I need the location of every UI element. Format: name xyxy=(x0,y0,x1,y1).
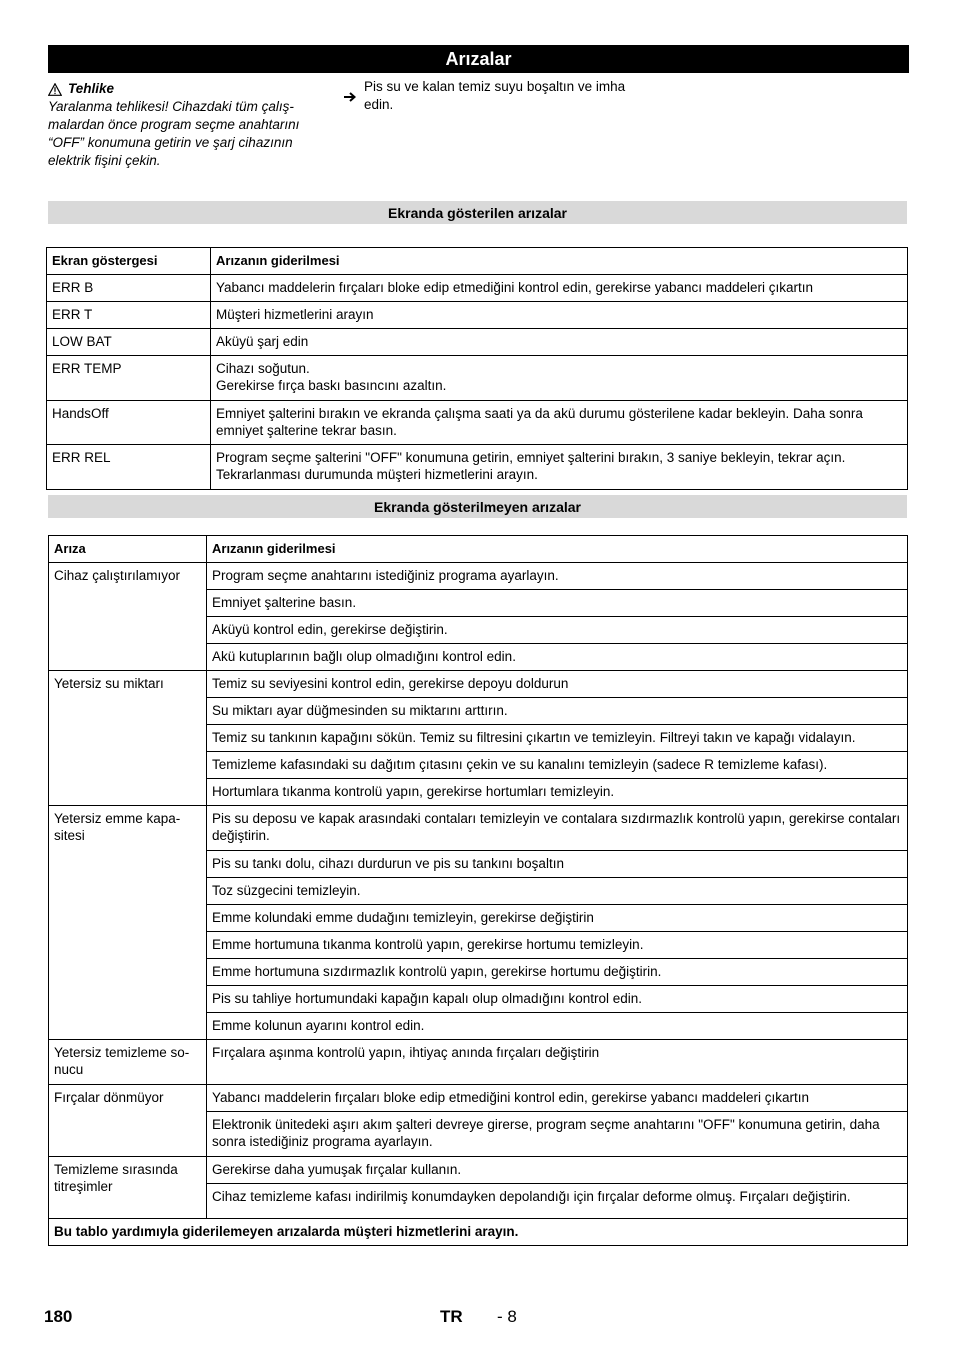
fault-name: Temizleme sırasında titreşimler xyxy=(49,1157,207,1219)
column-header-remedy: Arızanın giderilmesi xyxy=(211,248,908,275)
fault-remedy: Emniyet şalterini bırakın ve ekranda çalışma saati ya da akü durumu gösterilene kadar bekleyin. Daha sonra emniyet şalterine tekrar basın. xyxy=(211,401,908,445)
table-header-row xyxy=(47,248,908,275)
table-row xyxy=(47,302,908,329)
language-code: TR xyxy=(440,1307,463,1326)
fault-code: ERR T xyxy=(47,302,211,329)
danger-text: Yaralanma tehlikesi! Cihazdaki tüm çalış-malardan önce program seçme anahtarını “OFF” konumuna getirin ve şarj cihazının elektrik fişini çekin. xyxy=(48,99,300,168)
fault-remedy: Fırçalara aşınma kontrolü yapın, ihtiyaç anında fırçaları değiştirin xyxy=(207,1040,908,1085)
page-title: Arızalar xyxy=(48,45,909,73)
fault-remedy: Aküyü kontrol edin, gerekirse değiştirin. xyxy=(207,617,908,644)
fault-remedy: Akü kutuplarının bağlı olup olmadığını kontrol edin. xyxy=(207,644,908,671)
table-row xyxy=(47,445,908,490)
fault-remedy: Emme hortumuna tıkanma kontrolü yapın, gerekirse hortumu temizleyin. xyxy=(207,932,908,959)
arrow-right-icon xyxy=(343,80,357,114)
fault-remedy: Müşteri hizmetlerini arayın xyxy=(211,302,908,329)
instruction-text: Pis su ve kalan temiz suyu boşaltın ve imha edin. xyxy=(364,79,626,112)
fault-remedy: Elektronik ünitedeki aşırı akım şalteri devreye girerse, program seçme anahtarını "OFF" konumuna getirin, daha sonra istediğiniz programa ayarlayın. xyxy=(207,1112,908,1157)
table-row xyxy=(47,356,908,401)
fault-code: LOW BAT xyxy=(47,329,211,356)
column-header-display: Ekran göstergesi xyxy=(47,248,211,275)
displayed-faults-table xyxy=(46,247,908,490)
danger-heading xyxy=(48,80,323,98)
column-header-fault: Arıza xyxy=(49,536,207,563)
fault-remedy: Temiz su tankının kapağını sökün. Temiz su filtresini çıkartın ve temizleyin. Filtreyi takın ve kapağı vidalayın. xyxy=(207,725,908,752)
fault-name: Fırçalar dönmüyor xyxy=(49,1085,207,1157)
instruction-step xyxy=(343,78,633,114)
fault-remedy: Yabancı maddelerin fırçaları bloke edip etmediğini kontrol edin, gerekirse yabancı maddeleri çıkartın xyxy=(207,1085,908,1112)
fault-remedy: Gerekirse daha yumuşak fırçalar kullanın. xyxy=(207,1157,908,1184)
fault-remedy: Emme hortumuna sızdırmazlık kontrolü yapın, gerekirse hortumu değiştirin. xyxy=(207,959,908,986)
remedy-line: Gerekirse fırça baskı basıncını azaltın. xyxy=(216,378,447,393)
table-row xyxy=(49,1085,908,1112)
table-row xyxy=(49,671,908,698)
fault-remedy: Temiz su seviyesini kontrol edin, gerekirse depoyu doldurun xyxy=(207,671,908,698)
table-row xyxy=(47,401,908,445)
fault-remedy: Hortumlara tıkanma kontrolü yapın, gerekirse hortumları temizleyin. xyxy=(207,779,908,806)
fault-remedy xyxy=(211,356,908,401)
table-footer-row xyxy=(49,1219,908,1246)
fault-remedy: Emme kolundaki emme dudağını temizleyin, gerekirse değiştirin xyxy=(207,905,908,932)
fault-remedy: Pis su tankı dolu, cihazı durdurun ve pis su tankını boşaltın xyxy=(207,851,908,878)
remedy-line: Program seçme şalterini "OFF" konumuna getirin, emniyet şalterini bırakın, 3 saniye bekleyin, tekrar açın. xyxy=(216,450,846,465)
table-header-row xyxy=(49,536,908,563)
table-row xyxy=(47,329,908,356)
column-header-remedy: Arızanın giderilmesi xyxy=(207,536,908,563)
fault-remedy: Temizleme kafasındaki su dağıtım çıtasını çekin ve su kanalını temizleyin (sadece R temizleme kafası). xyxy=(207,752,908,779)
table-row xyxy=(49,563,908,590)
fault-code: ERR B xyxy=(47,275,211,302)
danger-note xyxy=(48,80,323,170)
table-row xyxy=(47,275,908,302)
fault-remedy: Toz süzgecini temizleyin. xyxy=(207,878,908,905)
remedy-line: Cihazı soğutun. xyxy=(216,361,310,376)
undisplayed-faults-table xyxy=(48,535,908,1246)
page-number: 180 xyxy=(44,1307,73,1326)
fault-remedy: Cihaz temizleme kafası indirilmiş konumdayken depolandığı için fırçalar deforme olmuş. Fırçaları değiştirin. xyxy=(207,1184,908,1219)
fault-name: Yetersiz su miktarı xyxy=(49,671,207,806)
table-row xyxy=(49,806,908,851)
fault-remedy: Yabancı maddelerin fırçaları bloke edip etmediğini kontrol edin, gerekirse yabancı maddeleri çıkartın xyxy=(211,275,908,302)
fault-remedy: Emniyet şalterine basın. xyxy=(207,590,908,617)
table-footer-note: Bu tablo yardımıyla giderilemeyen arızalarda müşteri hizmetlerini arayın. xyxy=(49,1219,908,1246)
fault-code: ERR TEMP xyxy=(47,356,211,401)
sub-page-number: - 8 xyxy=(497,1307,517,1326)
remedy-line: Tekrarlanması durumunda müşteri hizmetlerini arayın. xyxy=(216,467,538,482)
table-row xyxy=(49,1040,908,1085)
danger-heading-text: Tehlike xyxy=(68,81,115,96)
fault-name: Yetersiz temizleme so-nucu xyxy=(49,1040,207,1085)
fault-remedy xyxy=(211,445,908,490)
warning-icon xyxy=(48,83,62,96)
fault-remedy: Su miktarı ayar düğmesinden su miktarını arttırın. xyxy=(207,698,908,725)
section-title-undisplayed-faults: Ekranda gösterilmeyen arızalar xyxy=(48,495,907,518)
fault-code: HandsOff xyxy=(47,401,211,445)
table-row xyxy=(49,1157,908,1184)
fault-code: ERR REL xyxy=(47,445,211,490)
fault-remedy: Emme kolunun ayarını kontrol edin. xyxy=(207,1013,908,1040)
fault-remedy: Program seçme anahtarını istediğiniz programa ayarlayın. xyxy=(207,563,908,590)
fault-remedy: Pis su tahliye hortumundaki kapağın kapalı olup olmadığını kontrol edin. xyxy=(207,986,908,1013)
fault-remedy: Aküyü şarj edin xyxy=(211,329,908,356)
fault-remedy: Pis su deposu ve kapak arasındaki contaları temizleyin ve contalara sızdırmazlık kontrolü yapın, gerekirse contaları değiştirin. xyxy=(207,806,908,851)
fault-name: Cihaz çalıştırılamıyor xyxy=(49,563,207,671)
fault-name: Yetersiz emme kapa-sitesi xyxy=(49,806,207,1040)
section-title-displayed-faults: Ekranda gösterilen arızalar xyxy=(48,201,907,224)
